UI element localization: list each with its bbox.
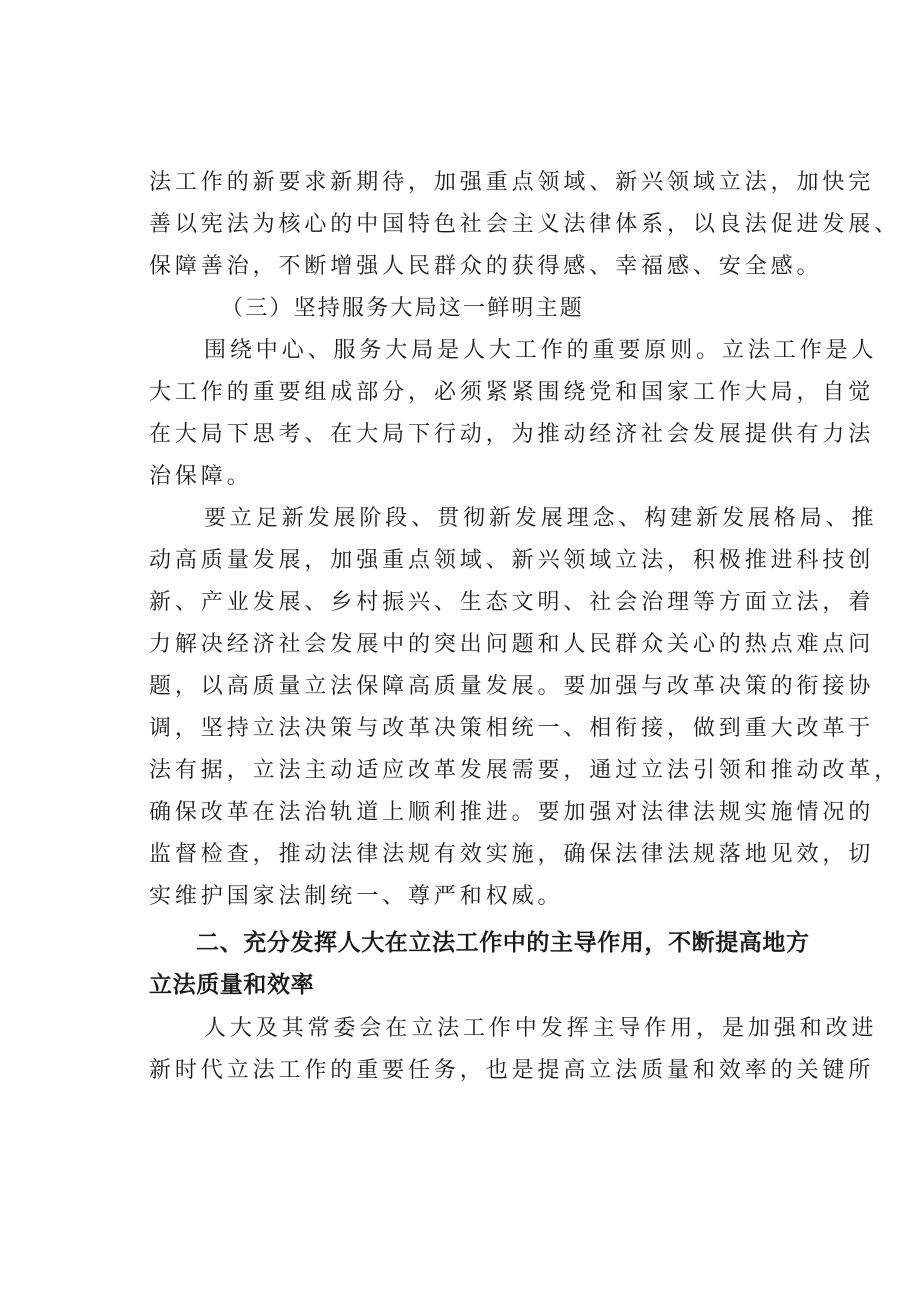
body-line: 治保障。 bbox=[149, 464, 253, 489]
body-line: 动高质量发展，加强重点领域、新兴领域立法，积极推进科技创 bbox=[149, 548, 875, 573]
body-line: 监督检查，推动法律法规有效实施，确保法律法规落地见效，切 bbox=[149, 842, 875, 867]
body-line: 题，以高质量立法保障高质量发展。要加强与改革决策的衔接协 bbox=[149, 674, 875, 699]
paragraph-first-line: 要立足新发展阶段、贯彻新发展理念、构建新发展格局、推 bbox=[204, 506, 878, 531]
body-line: 力解决经济社会发展中的突出问题和人民群众关心的热点难点问 bbox=[149, 632, 875, 657]
body-line: 新、产业发展、乡村振兴、生态文明、社会治理等方面立法，着 bbox=[149, 590, 875, 615]
section-heading-continued: 立法质量和效率 bbox=[149, 972, 315, 998]
section-subheading: （三）坚持服务大局这一鲜明主题 bbox=[221, 296, 585, 321]
document-body bbox=[149, 162, 901, 1092]
body-line: 在大局下思考、在大局下行动，为推动经济社会发展提供有力法 bbox=[149, 422, 875, 447]
body-line: 实维护国家法制统一、尊严和权威。 bbox=[149, 884, 564, 909]
body-line: 法工作的新要求新期待，加强重点领域、新兴领域立法，加快完 bbox=[149, 170, 875, 195]
body-line: 保障善治，不断增强人民群众的获得感、幸福感、安全感。 bbox=[149, 254, 823, 279]
paragraph-first-line: 围绕中心、服务大局是人大工作的重要原则。立法工作是人 bbox=[204, 338, 878, 363]
body-line: 法有据，立法主动适应改革发展需要，通过立法引领和推动改革， bbox=[149, 758, 901, 783]
section-heading: 二、充分发挥人大在立法工作中的主导作用，不断提高地方 bbox=[196, 930, 810, 956]
body-line: 调，坚持立法决策与改革决策相统一、相衔接，做到重大改革于 bbox=[149, 716, 875, 741]
body-line: 大工作的重要组成部分，必须紧紧围绕党和国家工作大局，自觉 bbox=[149, 380, 875, 405]
body-line: 善以宪法为核心的中国特色社会主义法律体系，以良法促进发展、 bbox=[149, 212, 901, 237]
body-line: 新时代立法工作的重要任务，也是提高立法质量和效率的关键所 bbox=[149, 1058, 875, 1083]
body-line: 确保改革在法治轨道上顺利推进。要加强对法律法规实施情况的 bbox=[149, 800, 875, 825]
paragraph-first-line: 人大及其常委会在立法工作中发挥主导作用，是加强和改进 bbox=[204, 1016, 878, 1041]
